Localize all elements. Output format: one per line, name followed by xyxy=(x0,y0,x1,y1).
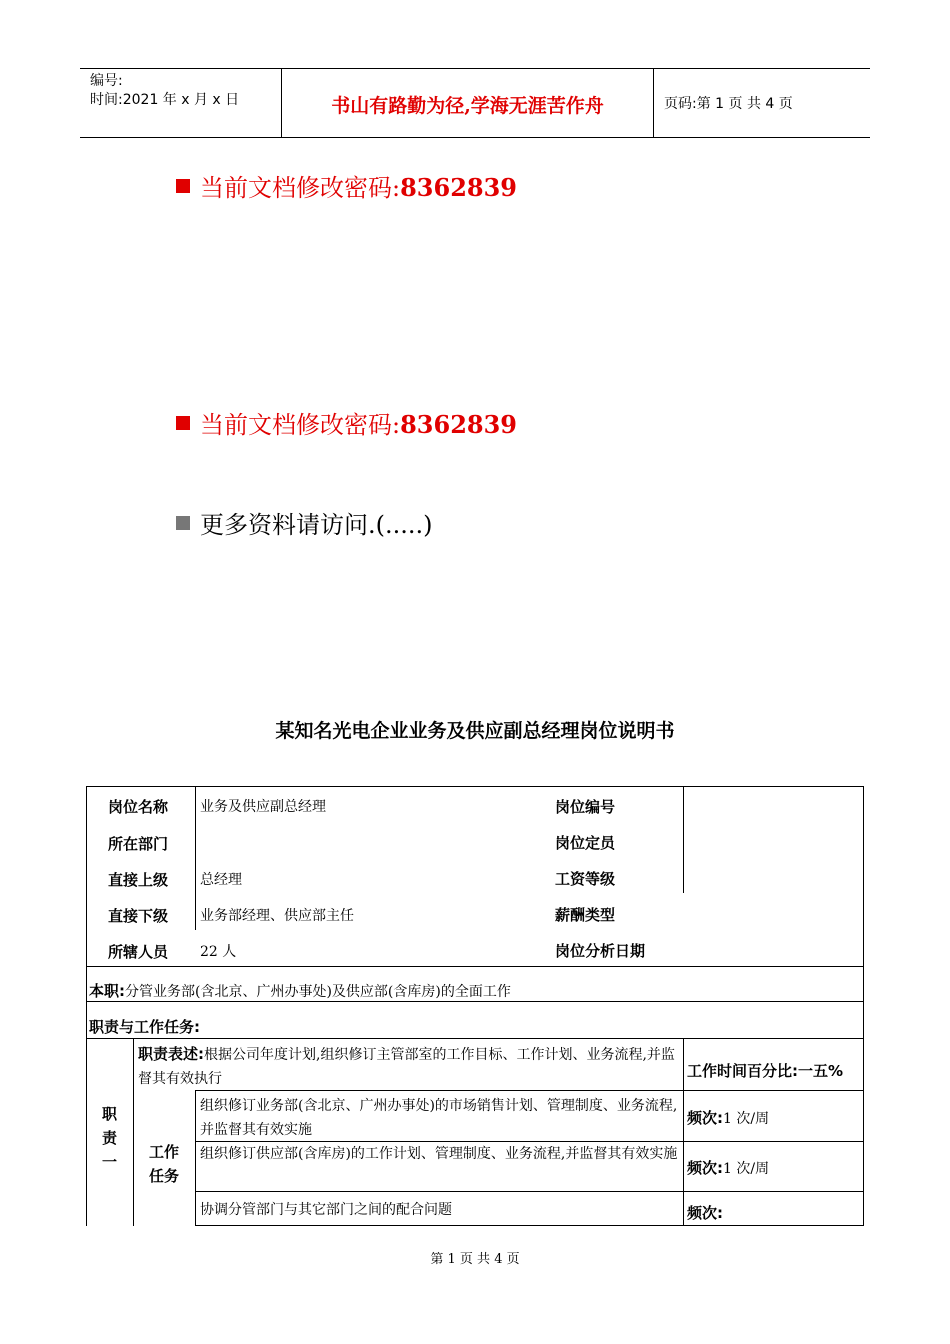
frequency-label: 频次: xyxy=(687,1159,723,1177)
notice-prefix: 当前文档修改密码: xyxy=(200,174,401,202)
value-subordinate: 业务部经理、供应部主任 xyxy=(200,908,354,924)
table-border xyxy=(86,786,87,1226)
task-frequency-3 xyxy=(687,1202,723,1223)
header-time: 时间:2021 年 x 月 x 日 xyxy=(90,92,240,108)
red-square-bullet-icon xyxy=(176,416,190,430)
task-frequency-1 xyxy=(687,1107,769,1128)
header-meta xyxy=(80,69,282,137)
table-border xyxy=(86,1038,864,1039)
page-footer: 第 1 页 共 4 页 xyxy=(430,1252,520,1267)
table-border xyxy=(195,786,196,930)
document-title: 某知名光电企业业务及供应副总经理岗位说明书 xyxy=(275,720,675,742)
page-header xyxy=(80,68,870,138)
section-label-duty-one: 职责一 xyxy=(102,1105,118,1171)
label-subordinate: 直接下级 xyxy=(108,907,169,925)
task-item-2: 组织修订供应部(含库房)的工作计划、管理制度、业务流程,并监督其有效实施 xyxy=(200,1146,678,1162)
label-job-code: 岗位编号 xyxy=(555,798,616,816)
frequency-label: 频次: xyxy=(687,1109,723,1127)
job-description-table xyxy=(86,786,864,1226)
label-job-title: 岗位名称 xyxy=(108,798,169,816)
label-analysis-date: 岗位分析日期 xyxy=(555,942,646,960)
table-border xyxy=(133,1038,134,1226)
task-item-1: 组织修订业务部(含北京、广州办事处)的市场销售计划、管理制度、业务流程,并监督其有效实施 xyxy=(200,1098,678,1138)
duty-label: 本职: xyxy=(89,982,125,1000)
table-border xyxy=(86,1001,864,1002)
password-notice-2 xyxy=(176,405,517,440)
table-border xyxy=(863,786,864,1226)
frequency-value: 1 次/周 xyxy=(723,1111,770,1127)
value-staff: 22 人 xyxy=(200,944,237,960)
label-headcount: 岗位定员 xyxy=(555,834,616,852)
time-percentage: 工作时间百分比:一五% xyxy=(687,1062,844,1080)
more-info-link[interactable] xyxy=(176,505,433,540)
frequency-label: 频次: xyxy=(687,1204,723,1222)
table-border xyxy=(86,786,864,787)
label-pay-type: 薪酬类型 xyxy=(555,906,616,924)
notice-prefix: 当前文档修改密码: xyxy=(200,411,401,439)
duty-statement xyxy=(138,1042,683,1091)
label-superior: 直接上级 xyxy=(108,871,169,889)
header-page-info: 页码:第 1 页 共 4 页 xyxy=(664,96,793,112)
duty-row xyxy=(89,980,511,1001)
gray-square-bullet-icon xyxy=(176,516,190,530)
table-border xyxy=(195,1191,864,1192)
task-frequency-2 xyxy=(687,1157,769,1178)
header-slogan-cell xyxy=(282,69,654,137)
more-info-text: 更多资料请访问.(.....) xyxy=(200,511,433,539)
work-tasks-label: 工作任务 xyxy=(149,1143,180,1185)
task-item-3: 协调分管部门与其它部门之间的配合问题 xyxy=(200,1202,452,1218)
table-border xyxy=(195,1090,864,1091)
table-border xyxy=(195,1090,196,1226)
table-border xyxy=(683,1038,684,1226)
tasks-section-label: 职责与工作任务: xyxy=(89,1018,200,1036)
label-salary-grade: 工资等级 xyxy=(555,870,616,888)
value-superior: 总经理 xyxy=(200,872,242,888)
value-job-title: 业务及供应副总经理 xyxy=(200,799,326,815)
password-notice-1 xyxy=(176,168,517,203)
header-slogan: 书山有路勤为径,学海无涯苦作舟 xyxy=(331,95,604,117)
table-border xyxy=(86,966,864,967)
table-border xyxy=(683,786,684,893)
frequency-value: 1 次/周 xyxy=(723,1161,770,1177)
notice-code: 8362839 xyxy=(400,173,517,202)
table-border xyxy=(195,1225,864,1226)
notice-code: 8362839 xyxy=(400,410,517,439)
statement-text: 根据公司年度计划,组织修订主管部室的工作目标、工作计划、业务流程,并监督其有效执行 xyxy=(138,1047,675,1087)
label-department: 所在部门 xyxy=(108,835,169,853)
statement-label: 职责表述: xyxy=(138,1045,204,1063)
label-staff: 所辖人员 xyxy=(108,943,169,961)
header-number: 编号: xyxy=(90,73,123,89)
duty-text: 分管业务部(含北京、广州办事处)及供应部(含库房)的全面工作 xyxy=(125,984,511,1000)
red-square-bullet-icon xyxy=(176,179,190,193)
